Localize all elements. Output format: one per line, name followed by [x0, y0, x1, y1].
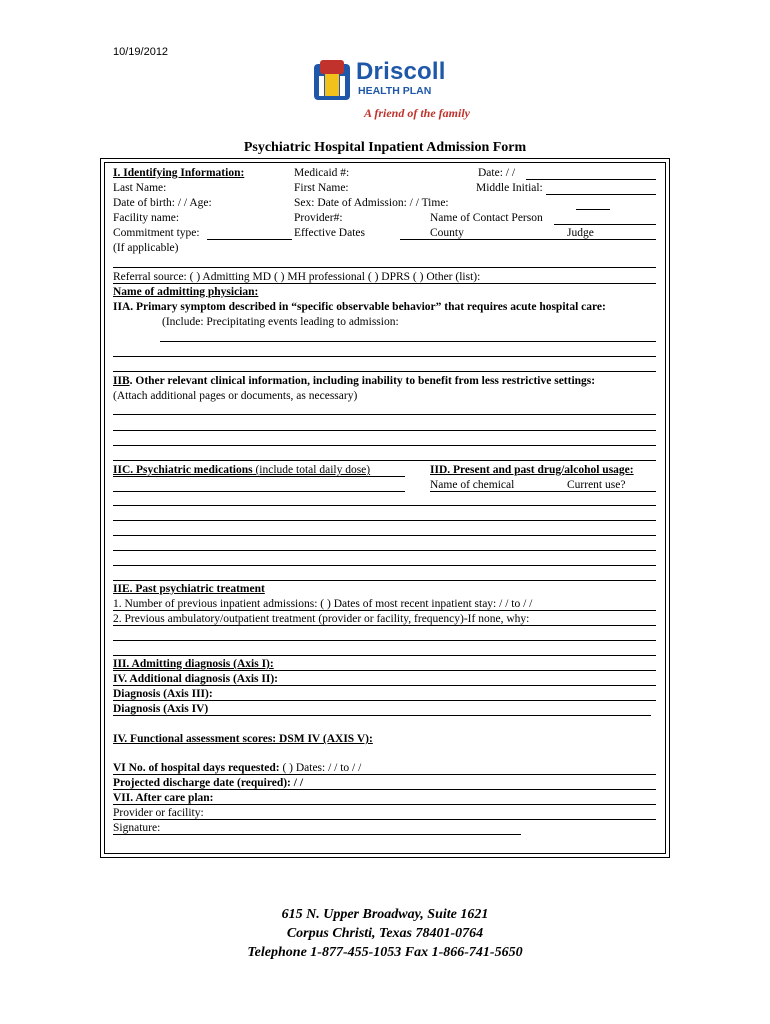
- form-title: Psychiatric Hospital Inpatient Admission Form: [243, 140, 527, 155]
- clinical-info-line-2[interactable]: [113, 430, 656, 431]
- middle-initial-label: Middle Initial:: [476, 182, 543, 194]
- referral-source-field-line[interactable]: [113, 283, 656, 284]
- primary-symptom-heading: IIA. Primary symptom described in “specific observable behavior” that requires acute hospital care:: [113, 301, 606, 313]
- medications-line-6[interactable]: [113, 565, 656, 566]
- middle-initial-field-line[interactable]: [546, 194, 656, 195]
- county-label: County: [430, 227, 464, 239]
- clinical-info-line-1[interactable]: [113, 414, 656, 415]
- clinical-info-line-4[interactable]: [113, 460, 656, 461]
- discharge-date-line[interactable]: [113, 789, 656, 790]
- medicaid-label: Medicaid #:: [294, 167, 350, 179]
- driscoll-logo-icon: [312, 58, 352, 102]
- dob-age-label: Date of birth: / / Age:: [113, 197, 212, 209]
- provider-number-label: Provider#:: [294, 212, 343, 224]
- diagnosis-axis3-label: Diagnosis (Axis III):: [113, 688, 213, 700]
- outpatient-treatment-line-3[interactable]: [113, 655, 656, 656]
- admitting-diagnosis-line[interactable]: [113, 670, 656, 671]
- psychiatric-medications-note: (include total daily dose): [252, 464, 371, 476]
- signature-line[interactable]: [113, 834, 521, 835]
- hospital-days-label: VI No. of hospital days requested:: [113, 762, 280, 774]
- current-use-label: Current use?: [567, 479, 626, 491]
- signature-label: Signature:: [113, 822, 161, 834]
- medications-line-7[interactable]: [113, 580, 656, 581]
- judge-label: Judge: [567, 227, 594, 239]
- contact-person-label: Name of Contact Person: [430, 212, 543, 224]
- previous-admissions-label: 1. Number of previous inpatient admissions: ( ) Dates of most recent inpatient stay: / / to / /: [113, 598, 533, 610]
- primary-symptom-line-3[interactable]: [113, 371, 656, 372]
- additional-diagnosis-label: IV. Additional diagnosis (Axis II):: [113, 673, 278, 685]
- driscoll-logo: [312, 58, 470, 124]
- diagnosis-axis4-line[interactable]: [113, 715, 651, 716]
- discharge-date-label: Projected discharge date (required): / /: [113, 777, 304, 789]
- drug-alcohol-usage-heading: IID. Present and past drug/alcohol usage:: [430, 464, 634, 476]
- medications-heading-line: [113, 476, 405, 477]
- logo-tagline: A friend of the family: [364, 106, 470, 120]
- last-name-label: Last Name:: [113, 182, 167, 194]
- commitment-type-field-line[interactable]: [207, 239, 292, 240]
- footer-phone-fax: Telephone 1-877-455-1053 Fax 1-866-741-5650: [247, 945, 523, 960]
- attach-pages-note: (Attach additional pages or documents, as necessary): [113, 390, 358, 402]
- medications-line-1[interactable]: [113, 491, 405, 492]
- outpatient-treatment-line-2[interactable]: [113, 640, 656, 641]
- primary-symptom-line-1[interactable]: [160, 341, 656, 342]
- outpatient-treatment-label: 2. Previous ambulatory/outpatient treatment (provider or facility, frequency)-If none, why:: [113, 613, 530, 625]
- medications-line-3[interactable]: [113, 520, 656, 521]
- county-judge-field-line[interactable]: [400, 239, 656, 240]
- drug-usage-line-1[interactable]: [430, 491, 656, 492]
- aftercare-plan-label: VII. After care plan:: [113, 792, 214, 804]
- additional-diagnosis-line[interactable]: [113, 685, 656, 686]
- form-inner-border: [104, 162, 666, 854]
- aftercare-plan-line[interactable]: [113, 804, 656, 805]
- time-field-line[interactable]: [576, 209, 610, 210]
- commitment-type-label: Commitment type:: [113, 227, 200, 239]
- provider-facility-label: Provider or facility:: [113, 807, 204, 819]
- date-label: Date: / /: [478, 167, 516, 179]
- outpatient-treatment-line-1[interactable]: [113, 625, 656, 626]
- hospital-days-dates: ( ) Dates: / / to / /: [279, 762, 362, 774]
- clinical-info-line-3[interactable]: [113, 445, 656, 446]
- sex-admission-time-label: Sex: Date of Admission: / / Time:: [294, 197, 449, 209]
- logo-subtitle: HEALTH PLAN: [358, 85, 432, 97]
- clinical-info-heading-prefix: IIB: [113, 375, 130, 387]
- form-date-stamp: 10/19/2012: [113, 46, 169, 58]
- diagnosis-axis3-line[interactable]: [113, 700, 656, 701]
- if-applicable-note: (If applicable): [113, 242, 179, 254]
- facility-name-label: Facility name:: [113, 212, 180, 224]
- blank-field-line[interactable]: [113, 267, 656, 268]
- referral-source-label: Referral source: ( ) Admitting MD ( ) MH professional ( ) DPRS ( ) Other (list):: [113, 271, 481, 283]
- clinical-info-heading: [113, 374, 595, 388]
- precipitating-events-note: (Include: Precipitating events leading to admission:: [162, 316, 399, 328]
- first-name-label: First Name:: [294, 182, 349, 194]
- admitting-physician-label: Name of admitting physician:: [113, 286, 259, 298]
- logo-name: Driscoll: [356, 58, 446, 85]
- identifying-info-heading: I. Identifying Information:: [113, 167, 245, 179]
- medications-line-4[interactable]: [113, 535, 656, 536]
- functional-assessment-label: IV. Functional assessment scores: DSM IV (AXIS V):: [113, 733, 373, 745]
- date-field-line[interactable]: [526, 179, 656, 180]
- medications-line-5[interactable]: [113, 550, 656, 551]
- provider-facility-line[interactable]: [113, 819, 656, 820]
- previous-admissions-line[interactable]: [113, 610, 656, 611]
- chemical-name-label: Name of chemical: [430, 479, 515, 491]
- hospital-days-line[interactable]: [113, 774, 656, 775]
- primary-symptom-line-2[interactable]: [113, 356, 656, 357]
- past-treatment-heading: IIE. Past psychiatric treatment: [113, 583, 265, 595]
- effective-dates-label: Effective Dates: [294, 227, 365, 239]
- admitting-diagnosis-label: III. Admitting diagnosis (Axis I):: [113, 658, 274, 670]
- footer-address-line-2: Corpus Christi, Texas 78401-0764: [286, 926, 484, 941]
- psychiatric-medications-title: IIC. Psychiatric medications: [113, 464, 253, 476]
- diagnosis-axis4-label: Diagnosis (Axis IV): [113, 703, 209, 715]
- footer-address-line-1: 615 N. Upper Broadway, Suite 1621: [281, 907, 489, 922]
- medications-line-2[interactable]: [113, 505, 656, 506]
- clinical-info-heading-rest: . Other relevant clinical information, including inability to benefit from less restrictive settings:: [129, 375, 596, 387]
- contact-person-field-line[interactable]: [554, 224, 656, 225]
- hospital-days-row: [113, 761, 361, 775]
- psychiatric-medications-heading: [113, 463, 370, 477]
